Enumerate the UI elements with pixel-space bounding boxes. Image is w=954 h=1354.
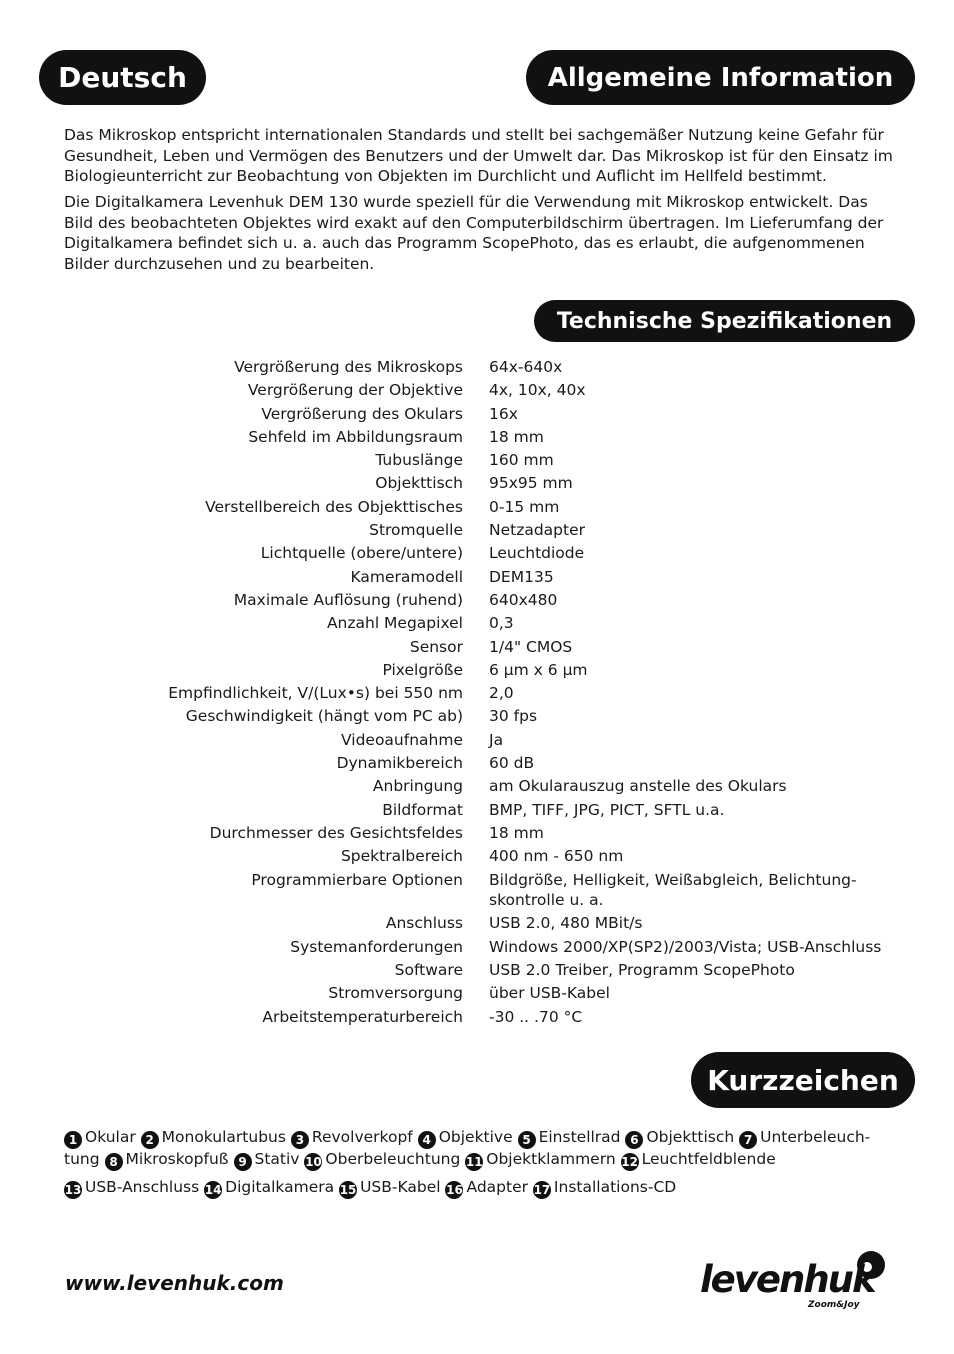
spec-label: Programmierbare Optionen [251, 870, 463, 889]
part-number-badge: 7 [739, 1131, 757, 1149]
spec-label: Spektralbereich [340, 847, 463, 866]
language-header [39, 50, 206, 105]
part-label: Objekttisch [646, 1128, 735, 1146]
spec-label: Anschluss [385, 914, 463, 933]
part-number-badge: 15 [339, 1183, 357, 1197]
spec-value: Windows 2000/XP(SP2)/2003/Vista; USB-Anschluss [489, 937, 882, 956]
spec-value: Bildgröße, Helligkeit, Weißabgleich, Belichtung-skontrolle u. a. [489, 870, 857, 910]
tech-specs-title: Technische Spezifikationen [556, 308, 893, 334]
spec-row [0, 800, 954, 821]
general-info-header [526, 50, 915, 105]
part-number-badge: 16 [446, 1183, 463, 1197]
intro-paragraph-2: Die Digitalkamera Levenhuk DEM 130 wurde speziell für die Verwendung mit Mikroskop entwickelt. Das Bild des beobachteten Objektes wird exakt auf den Computerbildschirm übertragen. Im Lieferumfang der Digitalkamera befindet sich u. a. auch das Programm ScopePhoto, das es erlaubt, die aufgenommenen Bilder durchzusehen und zu bearbeiten. [64, 193, 884, 273]
spec-label: Lichtquelle (obere/untere) [260, 544, 463, 563]
spec-label: Vergrößerung der Objektive [247, 381, 463, 400]
spec-value: 160 mm [489, 451, 554, 470]
spec-value: 18 mm [489, 823, 544, 842]
part-label: USB-Kabel [360, 1178, 441, 1196]
spec-label: Empfindlichkeit, V/(Lux•s) bei 550 nm [168, 684, 463, 703]
part-label: Monokulartubus [161, 1128, 286, 1146]
part-label: Okular [85, 1128, 136, 1146]
logo-wordmark: levenhuk [700, 1258, 875, 1301]
brand-logo [700, 1248, 890, 1318]
spec-row [0, 590, 954, 611]
part-label: Digitalkamera [225, 1178, 335, 1196]
part-item [621, 1150, 776, 1168]
spec-row [0, 870, 954, 911]
spec-label: Videoaufnahme [341, 730, 463, 749]
part-item [304, 1150, 460, 1168]
spec-label: Pixelgröße [382, 660, 463, 679]
spec-value: 18 mm [489, 427, 544, 446]
spec-table [0, 357, 954, 1030]
part-item [204, 1178, 334, 1196]
part-label: Einstellrad [538, 1128, 621, 1146]
part-item [234, 1150, 300, 1168]
spec-label: Verstellbereich des Objekttisches [205, 497, 463, 516]
spec-label: Bildformat [382, 800, 463, 819]
spec-label: Arbeitstemperaturbereich [262, 1007, 463, 1026]
spec-value: BMP, TIFF, JPG, PICT, SFTL u.a. [489, 800, 725, 819]
part-label: Leuchtfeldblende [641, 1150, 776, 1168]
spec-label: Vergrößerung des Mikroskops [234, 358, 463, 376]
part-number-badge: 14 [204, 1183, 222, 1197]
abbreviations-title: Kurzzeichen [707, 1063, 899, 1097]
spec-label: Geschwindigkeit (hängt vom PC ab) [185, 707, 463, 726]
spec-label: Stromquelle [369, 521, 463, 540]
part-number-badge: 5 [518, 1131, 536, 1149]
spec-row [0, 753, 954, 774]
general-info-title: Allgemeine Information [547, 62, 894, 93]
part-label: USB-Anschluss [85, 1178, 200, 1196]
part-number-badge: 9 [234, 1153, 252, 1171]
tech-specs-header [534, 300, 915, 342]
spec-row [0, 1007, 954, 1028]
part-item [291, 1128, 413, 1146]
spec-value: über USB-Kabel [489, 984, 610, 1003]
spec-value: am Okularauszug anstelle des Okulars [489, 777, 787, 796]
spec-row [0, 937, 954, 958]
spec-row [0, 913, 954, 934]
spec-row [0, 660, 954, 681]
spec-row [0, 380, 954, 401]
spec-row [0, 730, 954, 751]
part-item [625, 1128, 734, 1146]
part-number-badge: 8 [105, 1153, 123, 1171]
website-link[interactable]: www.levenhuk.com [65, 1271, 284, 1295]
spec-row [0, 637, 954, 658]
part-label: Mikroskopfuß [125, 1150, 229, 1168]
part-label: Unterbeleuch-tung [64, 1128, 871, 1168]
parts-block-1 [64, 1127, 894, 1171]
spec-value: 0-15 mm [489, 497, 560, 516]
part-item [141, 1128, 286, 1146]
part-number-badge: 13 [64, 1183, 82, 1197]
spec-row [0, 404, 954, 425]
part-label: Stativ [254, 1150, 300, 1168]
spec-value: 95x95 mm [489, 474, 573, 493]
part-item [339, 1178, 440, 1196]
spec-label: Anzahl Megapixel [326, 614, 463, 633]
spec-row [0, 497, 954, 518]
part-item [64, 1128, 136, 1146]
spec-row [0, 520, 954, 541]
part-number-badge: 6 [625, 1131, 643, 1149]
spec-row [0, 983, 954, 1004]
spec-label: Maximale Auflösung (ruhend) [233, 590, 463, 609]
part-number-badge: 10 [305, 1155, 322, 1169]
logo-tagline: Zoom&Joy [808, 1300, 860, 1310]
spec-value: 1/4" CMOS [489, 637, 573, 656]
part-item [533, 1178, 676, 1196]
spec-row [0, 567, 954, 588]
part-number-badge: 12 [621, 1155, 638, 1169]
spec-value: -30 .. .70 °C [489, 1007, 583, 1026]
spec-row [0, 450, 954, 471]
part-label: Objektklammern [486, 1150, 616, 1168]
spec-row [0, 823, 954, 844]
part-number-badge: 2 [141, 1131, 159, 1149]
spec-value: 30 fps [489, 707, 538, 726]
spec-value: 2,0 [489, 684, 514, 703]
part-number-badge: 4 [418, 1131, 436, 1149]
spec-label: Systemanforderungen [290, 937, 463, 956]
spec-label: Stromversorgung [328, 984, 463, 1003]
spec-value: DEM135 [489, 567, 554, 586]
spec-value: 640x480 [489, 590, 558, 609]
part-number-badge: 1 [64, 1131, 82, 1149]
part-number-badge: 11 [465, 1155, 483, 1169]
spec-value: Leuchtdiode [489, 544, 585, 563]
part-number-badge: 17 [533, 1183, 551, 1197]
spec-value: 400 nm - 650 nm [489, 847, 624, 866]
spec-row [0, 427, 954, 448]
spec-label: Anbringung [372, 777, 463, 796]
spec-label: Objekttisch [375, 474, 463, 493]
spec-row [0, 776, 954, 797]
spec-value: USB 2.0, 480 MBit/s [489, 914, 643, 933]
spec-row [0, 613, 954, 634]
spec-value: USB 2.0 Treiber, Programm ScopePhoto [489, 960, 795, 979]
parts-legend [64, 1127, 894, 1205]
spec-value: 64x-640x [489, 358, 563, 376]
part-item [518, 1128, 621, 1146]
part-label: Objektive [438, 1128, 513, 1146]
spec-row [0, 357, 954, 378]
part-label: Installations-CD [553, 1178, 677, 1196]
spec-row [0, 473, 954, 494]
part-item [105, 1150, 229, 1168]
spec-label: Kameramodell [350, 567, 463, 586]
part-label: Oberbeleuchtung [325, 1150, 461, 1168]
spec-value: 60 dB [489, 754, 535, 773]
spec-label: Sensor [409, 637, 463, 656]
part-item [445, 1178, 528, 1196]
parts-block-2 [64, 1177, 894, 1199]
part-label: Revolverkopf [311, 1128, 413, 1146]
part-label: Adapter [466, 1178, 528, 1196]
spec-label: Vergrößerung des Okulars [261, 404, 463, 423]
spec-label: Sehfeld im Abbildungsraum [248, 427, 463, 446]
spec-value: 0,3 [489, 614, 514, 633]
part-number-badge: 3 [291, 1131, 309, 1149]
spec-label: Tubuslänge [375, 451, 463, 470]
spec-value: Netzadapter [489, 521, 586, 540]
spec-value: Ja [489, 730, 504, 749]
intro-paragraph-1: Das Mikroskop entspricht internationalen Standards und stellt bei sachgemäßer Nutzung keine Gefahr für Gesundheit, Leben und Vermögen des Benutzers und der Umwelt dar. Das Mikroskop ist für den Einsatz im Biologieunterricht zur Beobachtung von Objekten im Durchlicht und Auflicht im Hellfeld bestimmt. [64, 126, 893, 185]
part-item [418, 1128, 513, 1146]
spec-value: 6 µm x 6 µm [489, 660, 588, 679]
spec-value: 16x [489, 404, 518, 423]
spec-row [0, 846, 954, 867]
language-title: Deutsch [58, 61, 187, 94]
spec-label: Software [394, 960, 463, 979]
spec-label: Dynamikbereich [336, 754, 463, 773]
part-item [465, 1150, 615, 1168]
abbreviations-header [691, 1052, 915, 1108]
spec-label: Durchmesser des Gesichtsfeldes [209, 823, 463, 842]
spec-row [0, 543, 954, 564]
spec-row [0, 706, 954, 727]
spec-row [0, 683, 954, 704]
spec-value: 4x, 10x, 40x [489, 381, 586, 400]
spec-row [0, 960, 954, 981]
part-item [64, 1178, 199, 1196]
